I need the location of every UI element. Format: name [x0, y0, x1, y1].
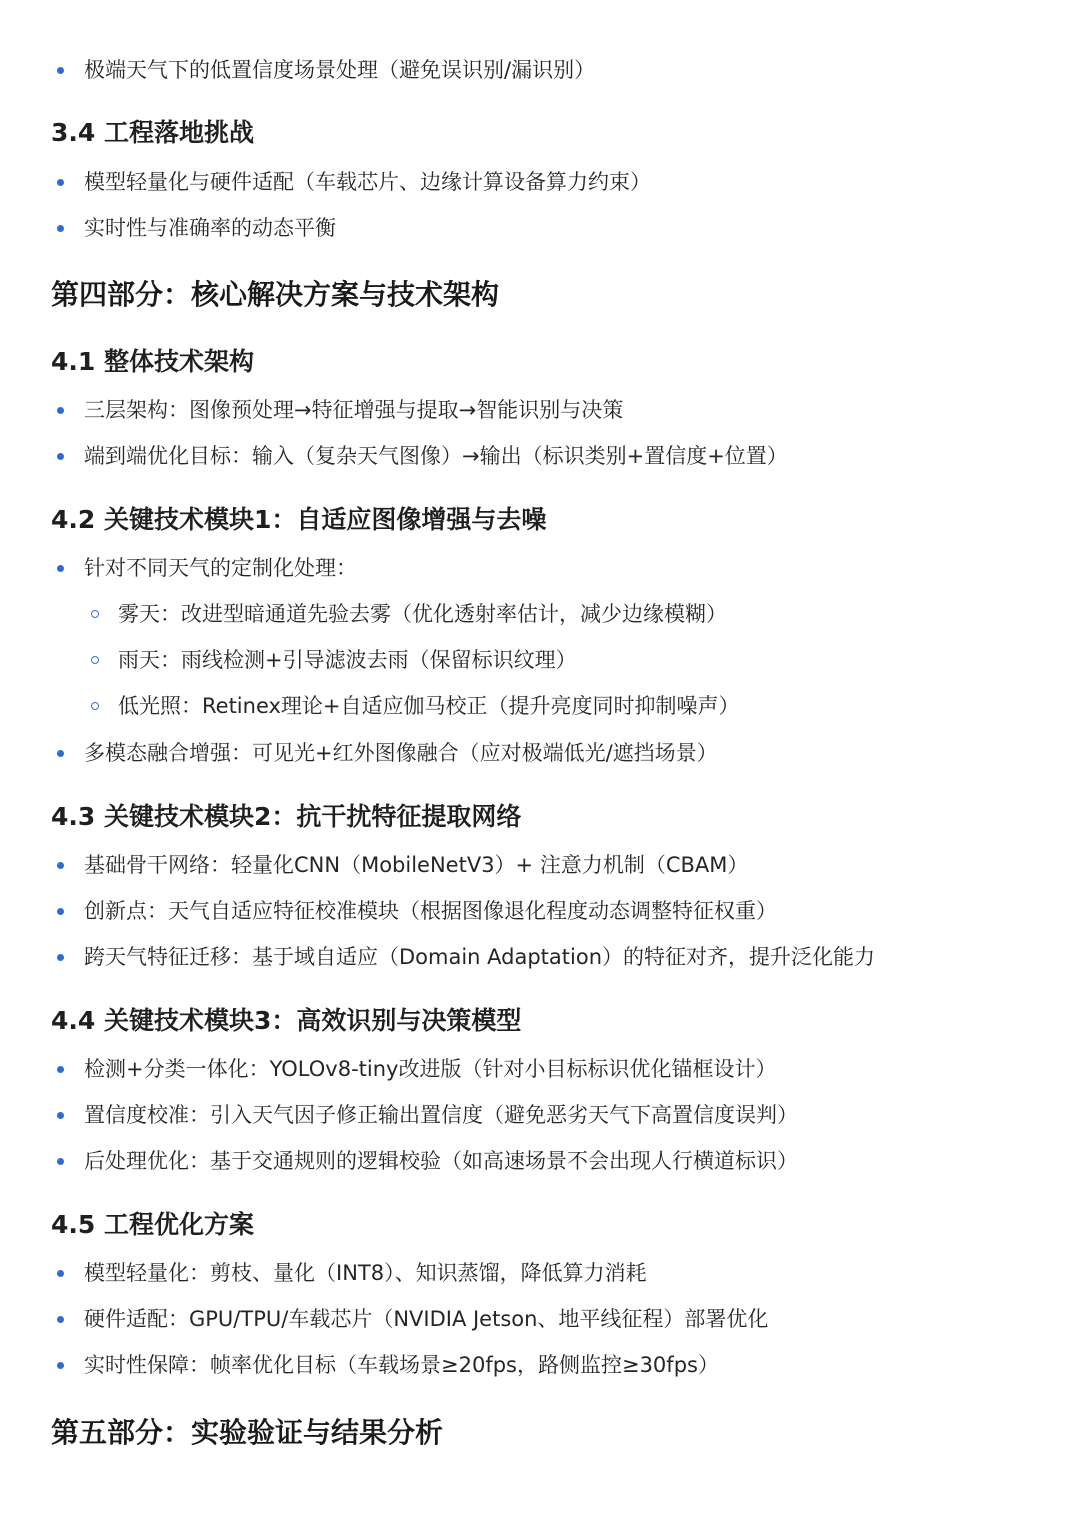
section-heading: 4.1 整体技术架构 [51, 347, 254, 376]
section-heading: 3.4 工程落地挑战 [51, 118, 254, 147]
part-heading: 第四部分：核心解决方案与技术架构 [51, 278, 500, 311]
sub-list-item: 雨天：雨线检测+引导滤波去雨（保留标识纹理） [118, 645, 577, 675]
section-heading: 4.5 工程优化方案 [51, 1210, 254, 1239]
list-item: 检测+分类一体化：YOLOv8-tiny改进版（针对小目标标识优化锚框设计） [84, 1054, 776, 1084]
list-item: 跨天气特征迁移：基于域自适应（Domain Adaptation）的特征对齐，提升泛化能力 [84, 942, 875, 972]
section-heading: 4.2 关键技术模块1：自适应图像增强与去噪 [51, 505, 547, 534]
list-item: 三层架构：图像预处理→特征增强与提取→智能识别与决策 [84, 395, 623, 425]
list-item: 模型轻量化与硬件适配（车载芯片、边缘计算设备算力约束） [84, 167, 651, 197]
part-heading: 第五部分：实验验证与结果分析 [51, 1416, 444, 1449]
list-item: 针对不同天气的定制化处理： [84, 553, 357, 583]
list-item: 创新点：天气自适应特征校准模块（根据图像退化程度动态调整特征权重） [84, 896, 777, 926]
sub-list-item: 低光照：Retinex理论+自适应伽马校正（提升亮度同时抑制噪声） [118, 691, 740, 721]
list-item: 极端天气下的低置信度场景处理（避免误识别/漏识别） [84, 55, 595, 85]
section-heading: 4.3 关键技术模块2：抗干扰特征提取网络 [51, 802, 522, 831]
list-item: 多模态融合增强：可见光+红外图像融合（应对极端低光/遮挡场景） [84, 738, 718, 768]
list-item: 硬件适配：GPU/TPU/车载芯片（NVIDIA Jetson、地平线征程）部署优化 [84, 1304, 768, 1334]
list-item: 实时性保障：帧率优化目标（车载场景≥20fps，路侧监控≥30fps） [84, 1350, 719, 1380]
section-heading: 4.4 关键技术模块3：高效识别与决策模型 [51, 1006, 522, 1035]
list-item: 模型轻量化：剪枝、量化（INT8）、知识蒸馏，降低算力消耗 [84, 1258, 647, 1288]
list-item: 实时性与准确率的动态平衡 [84, 213, 336, 243]
list-item: 后处理优化：基于交通规则的逻辑校验（如高速场景不会出现人行横道标识） [84, 1146, 798, 1176]
list-item: 端到端优化目标：输入（复杂天气图像）→输出（标识类别+置信度+位置） [84, 441, 788, 471]
list-item: 置信度校准：引入天气因子修正输出置信度（避免恶劣天气下高置信度误判） [84, 1100, 798, 1130]
list-item: 基础骨干网络：轻量化CNN（MobileNetV3）+ 注意力机制（CBAM） [84, 850, 748, 880]
sub-list-item: 雾天：改进型暗通道先验去雾（优化透射率估计，减少边缘模糊） [118, 599, 727, 629]
